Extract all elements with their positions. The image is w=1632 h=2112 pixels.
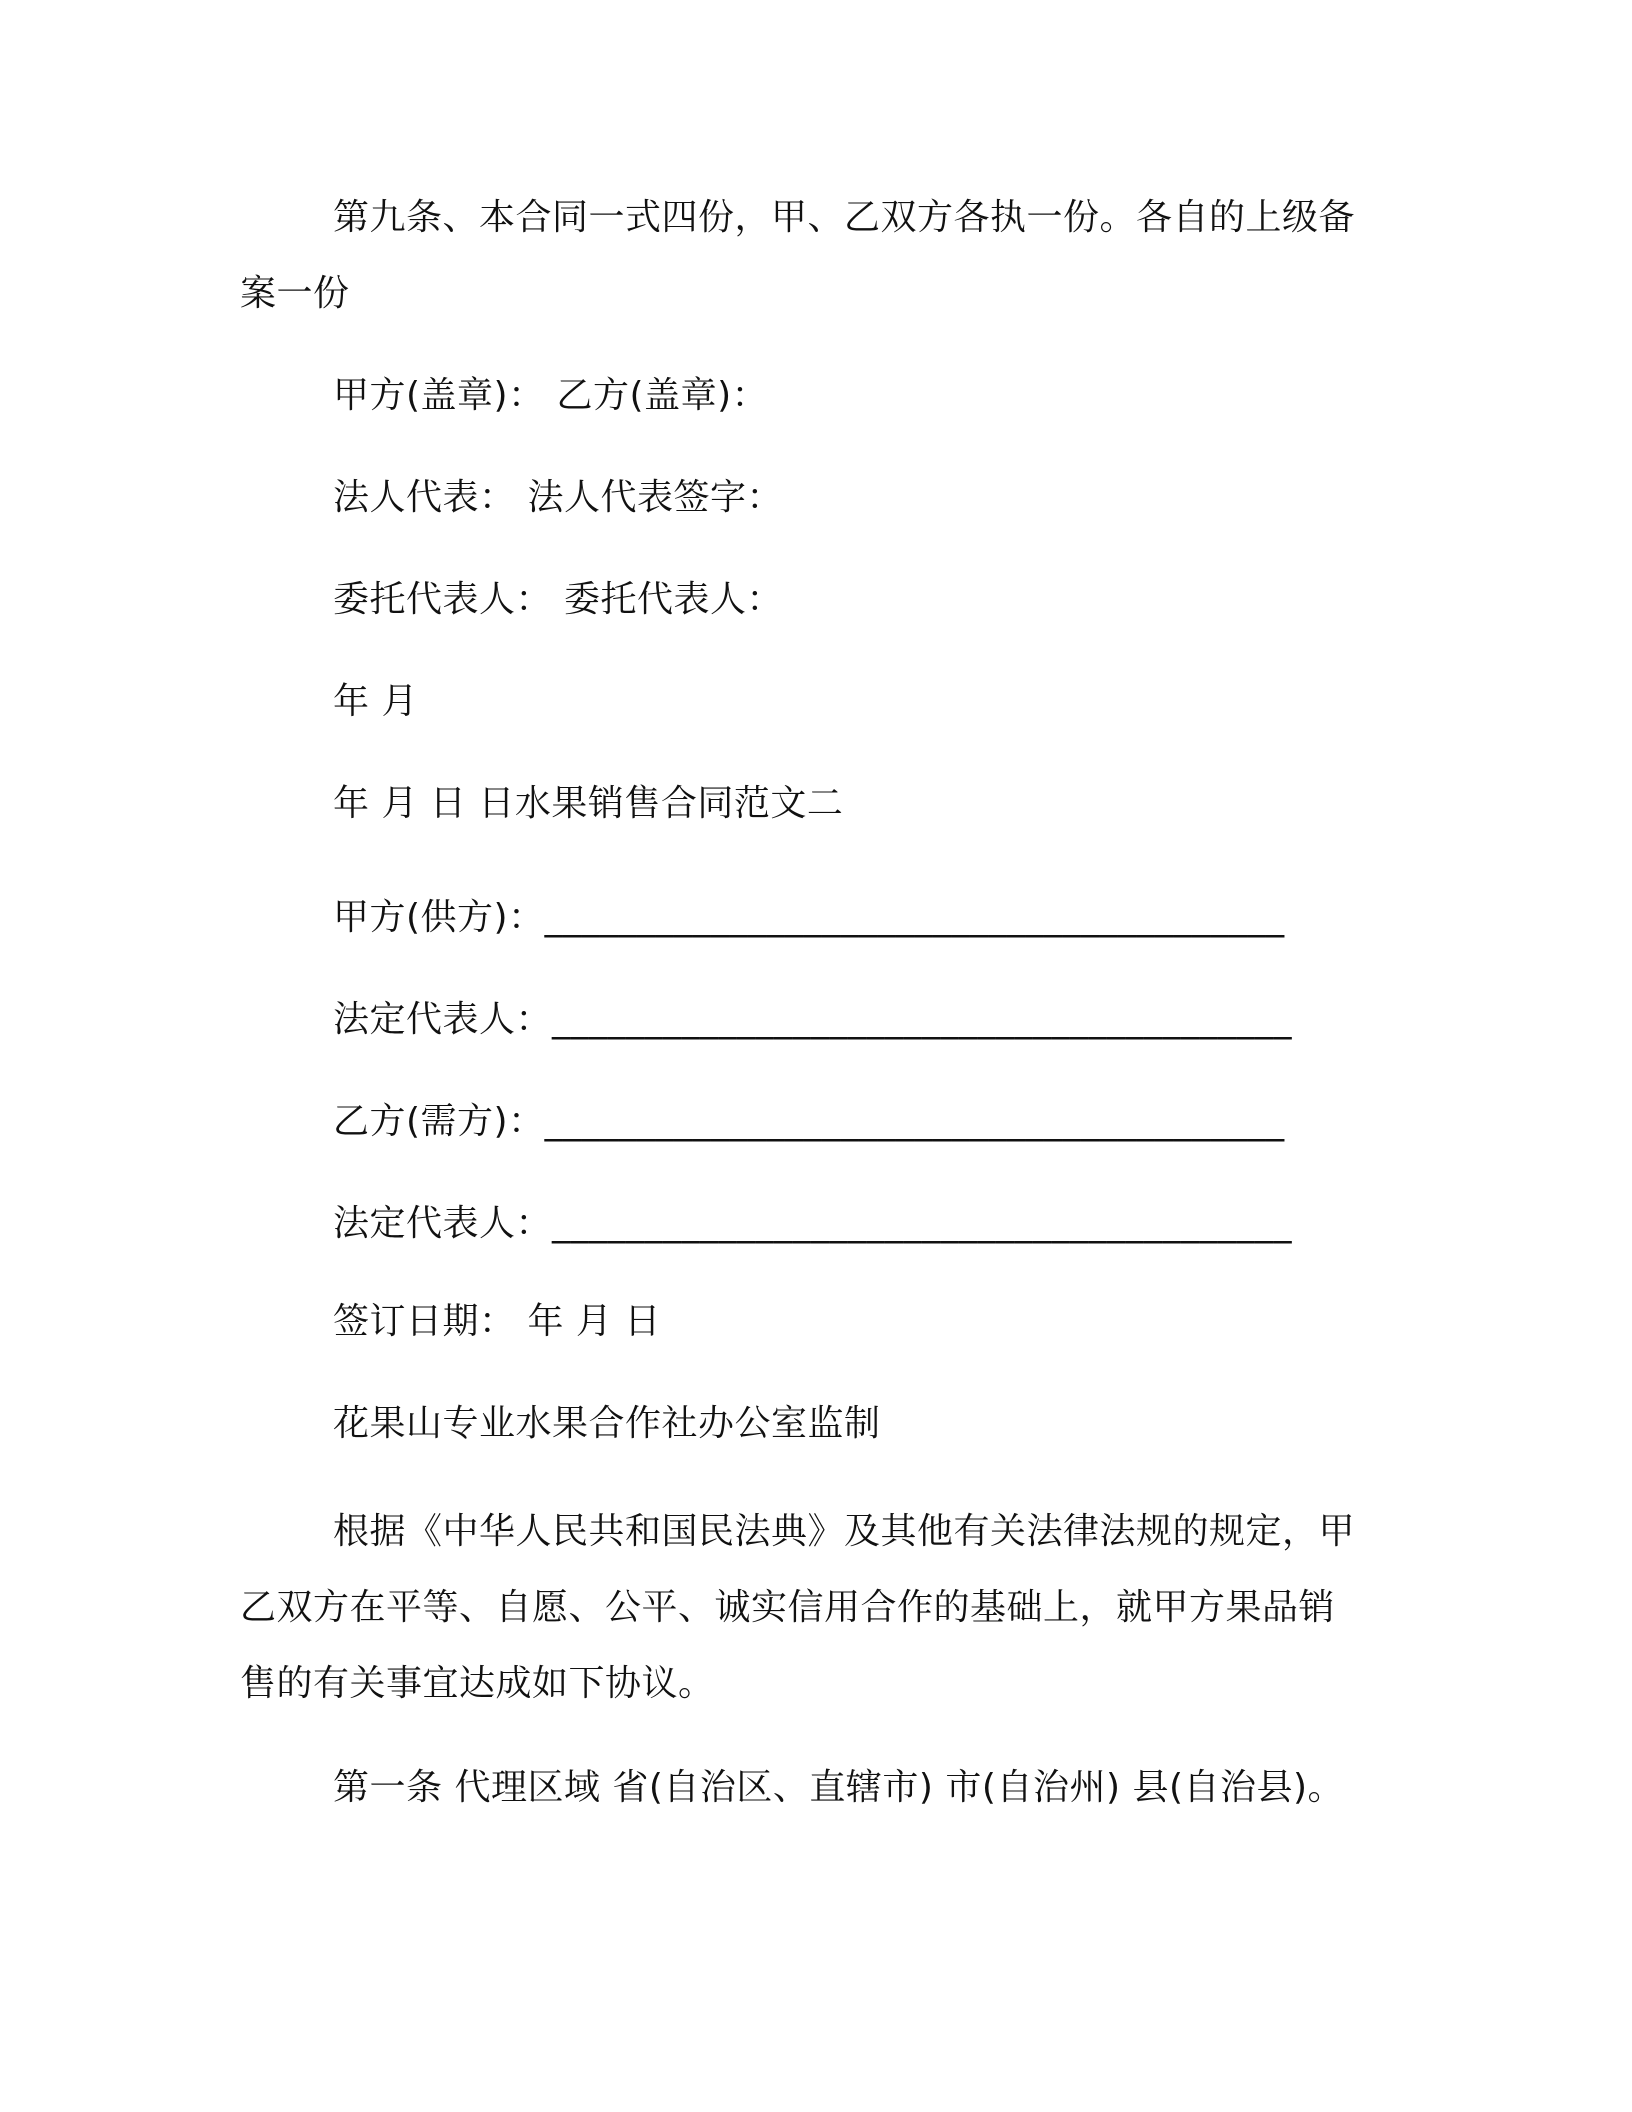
year-month-line: 年 月	[333, 681, 418, 722]
preamble-line1: 根据《中华人民共和国民法典》及其他有关法律法规的规定，甲	[333, 1511, 1356, 1552]
supervisor-line: 花果山专业水果合作社办公室监制	[333, 1403, 881, 1444]
party-a-rep-line: 法定代表人：________________________________________	[333, 999, 1293, 1040]
sign-date-line: 签订日期： 年 月 日	[333, 1301, 661, 1342]
article9-line2: 案一份	[240, 273, 350, 314]
preamble-line2: 乙双方在平等、自愿、公平、诚实信用合作的基础上，就甲方果品销	[240, 1587, 1336, 1628]
party-b-rep-line: 法定代表人：________________________________________	[333, 1203, 1293, 1244]
party-seal-line: 甲方(盖章)： 乙方(盖章)：	[333, 375, 769, 416]
party-b-line: 乙方(需方)：________________________________________	[333, 1101, 1285, 1142]
entrusted-rep-line: 委托代表人： 委托代表人：	[333, 579, 783, 620]
party-a-line: 甲方(供方)：________________________________________	[333, 897, 1285, 938]
legal-rep-line: 法人代表： 法人代表签字：	[333, 477, 783, 518]
preamble-line3: 售的有关事宜达成如下协议。	[240, 1663, 715, 1704]
article1-line: 第一条 代理区域 省(自治区、直辖市) 市(自治州) 县(自治县)。	[333, 1767, 1345, 1808]
contract-title-line: 年 月 日 日水果销售合同范文二	[333, 783, 844, 824]
article9-line1: 第九条、本合同一式四份，甲、乙双方各执一份。各自的上级备	[333, 197, 1356, 238]
